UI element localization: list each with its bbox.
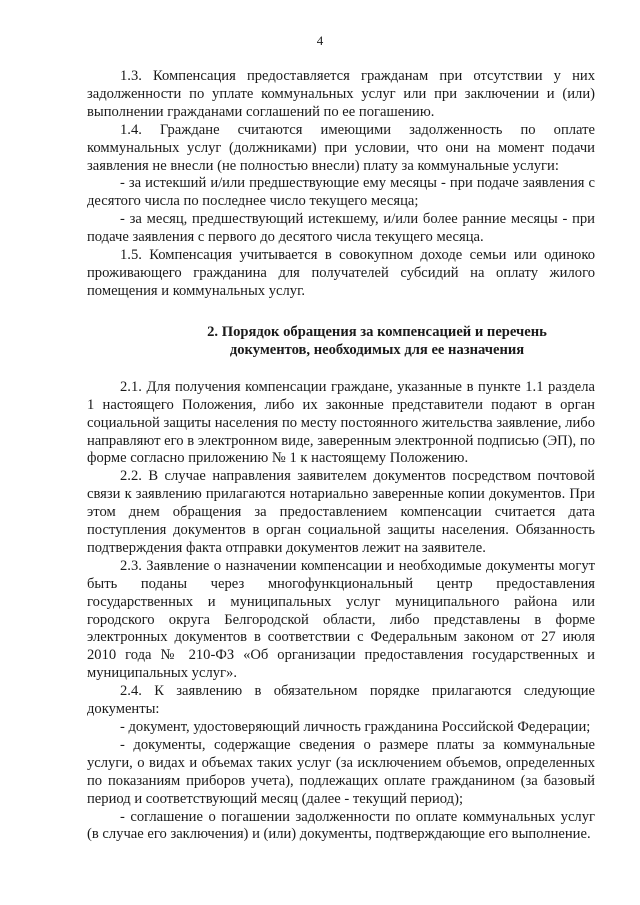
list-item-debt-period-b: - за месяц, предшествующий истекшему, и/или более ранние месяцы - при подаче заявления с первого до десятого числа текущего месяца. <box>87 211 595 246</box>
paragraph-2-2: 2.2. В случае направления заявителем документов посредством почтовой связи к заявлению прилагаются нотариально заверенные копии документов. При этом днем обращения за предоставлением компенсации считается дата поступления документов в орган социальной защиты населения. Обязанность подтверждения факта отправки документов лежит на заявителе. <box>87 468 595 556</box>
section-heading-line-2: документов, необходимых для ее назначения <box>229 341 525 358</box>
paragraph-1-5: 1.5. Компенсация учитывается в совокупном доходе семьи или одиноко проживающего гражданина для получателей субсидий на оплату жилого помещения и коммунальных услуг. <box>87 247 595 299</box>
list-item-utility-payment-documents: - документы, содержащие сведения о размере платы за коммунальные услуги, о видах и объемах таких услуг (за исключением объемов, определенных по показаниям приборов учета), подлежащих оплате гражданином (за базовый период и соответствующий месяц (далее - текущий период); <box>87 736 595 807</box>
list-item-debt-agreement: - соглашение о погашении задолженности по оплате коммунальных услуг (в случае его заключения) и (или) документы, подтверждающие его выполнение. <box>87 808 595 843</box>
page-number: 4 <box>316 33 324 48</box>
paragraph-2-4: 2.4. К заявлению в обязательном порядке прилагаются следующие документы: <box>87 683 595 718</box>
section-heading-line-1: 2. Порядок обращения за компенсацией и перечень <box>207 323 547 340</box>
paragraph-1-3: 1.3. Компенсация предоставляется гражданам при отсутствии у них задолженности по уплате коммунальных услуг или при заключении и (или) выполнении гражданами соглашений по ее погашению. <box>87 68 595 120</box>
document-body <box>87 68 595 844</box>
paragraph-1-4: 1.4. Граждане считаются имеющими задолженность по оплате коммунальных услуг (должниками) при условии, что они на момент подачи заявления не внесли (не полностью внесли) плату за коммунальные услуги: <box>87 121 595 174</box>
section-2-heading <box>87 323 595 359</box>
list-item-debt-period-a: - за истекший и/или предшествующие ему месяцы - при подаче заявления с десятого числа по последнее число текущего месяца; <box>87 175 595 210</box>
paragraph-2-1: 2.1. Для получения компенсации граждане, указанные в пункте 1.1 раздела 1 настоящего Положения, либо их законные представители подают в орган социальной защиты населения по месту постоянного жительства заявление, либо направляют его в электронном виде, заверенным электронной подписью (ЭП), по форме согласно приложению № 1 к настоящему Положению. <box>87 378 595 467</box>
paragraph-2-3: 2.3. Заявление о назначении компенсации и необходимые документы могут быть поданы через многофункциональный центр предоставления государственных и муниципальных услуг муниципального района или городского округа Белгородской области, либо представлены в форме электронных документов в соответствии с Федеральным законом от 27 июля 2010 года № 210-ФЗ «Об организации предоставления государственных и муниципальных услуг». <box>87 557 595 682</box>
list-item-identity-document: - документ, удостоверяющий личность гражданина Российской Федерации; <box>120 719 591 735</box>
